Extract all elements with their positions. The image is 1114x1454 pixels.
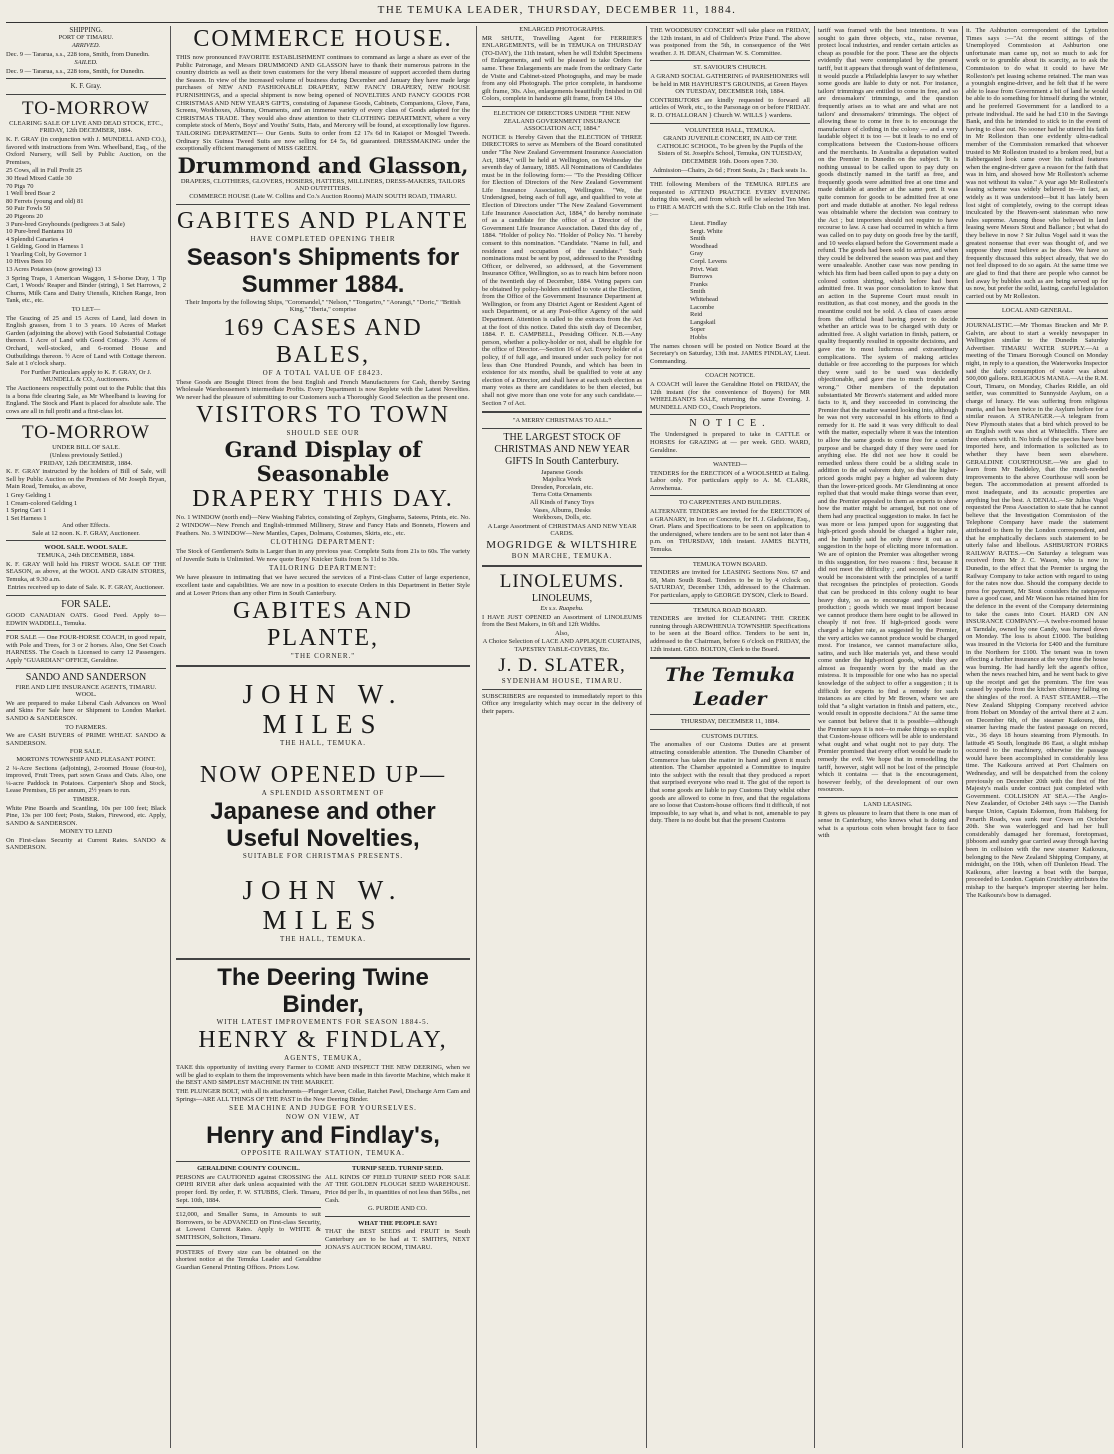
sale-intro: K. F. GRAY (in conjunction with J. MUNDELL AND CO.), favored with instructions from Wm. Wheelband, Esq., of the Oxford Nursery, will Sell by Public Auction, on the Premises, xyxy=(6,135,166,166)
henry-findlays-heading: Henry and Findlay's, xyxy=(206,1122,440,1150)
gift-item: Vases, Albums, Desks xyxy=(533,506,591,514)
wool-sale-text: K. F. GRAY Will hold his FIRST WOOL SALE OF THE SEASON, as above, at the WOOL AND GRAIN STORES, Temuka, at 9.30 a.m. xyxy=(6,560,166,583)
rifle-member: Smith xyxy=(690,235,706,243)
road-board-heading: TEMUKA ROAD BOARD. xyxy=(693,606,767,614)
sale-time: Sale at 12 noon. K. F. GRAY, Auctioneer. xyxy=(32,529,140,537)
volunteer-hall-heading: VOLUNTEER HALL, TEMUKA. xyxy=(684,126,776,134)
assortment-sub: A SPLENDID ASSORTMENT OF xyxy=(261,789,385,798)
column-6 xyxy=(966,26,1108,1448)
bottom-ads xyxy=(176,1165,470,1272)
rifle-note: The names chosen will be posted on Notice Board at the Secretary's on Saturday, 13th inst. JAMES FINDLAY, Lieut. Commanding. xyxy=(650,342,810,365)
rifle-member: Sergt. White xyxy=(690,227,723,235)
enlarged-photos-heading: ENLARGED PHOTOGRAPHS. xyxy=(519,26,605,33)
rifle-member: Langskail xyxy=(690,318,716,326)
enlarged-photos-text: MR SHUTE, Travelling Agent for FERRIER'S ENLARGEMENTS, will be in TEMUKA on THURSDAY (TO-DAY), the 11th instant, when he will Exhibit Specimens of Enlargements, and will be pleased to take Orders for same. These Enlargements are made from the ordinary Carte de Visite and Cabinet-sized Photographs, and may be made from any old Photograph. The price complete, in handsome gilt frame, 30s. Also, enlargements beautifully finished in Oil Colors, complete in handsome gilt frame, from £4 10s. xyxy=(482,34,642,103)
cases-value: OF A TOTAL VALUE OF £8423. xyxy=(262,368,384,377)
purdie-signoff: G. PURDIE AND CO. xyxy=(367,1205,428,1213)
linoleums-text: I HAVE JUST OPENED an Assortment of LINOLEUMS from the Best Makers, in 6ft and 12ft Widths. xyxy=(482,613,642,629)
sale-date: FRIDAY, 12th DECEMBER, 1884. xyxy=(39,127,133,135)
column-rule xyxy=(646,26,647,1448)
now-on-view: NOW ON VIEW, AT xyxy=(285,1113,361,1122)
drummond-glasson-sub: DRAPERS, CLOTHIERS, GLOVERS, HOSIERS, HATTERS, MILLINERS, DRESS-MAKERS, TAILORS AND OUTFITTERS. xyxy=(180,177,466,193)
money-advance-text: £12,000, and Smaller Sums, in Amounts to suit Borrowers, to be ADVANCED on First-class Security, at Lowest Current Rates. Apply to WHITE & SMITHSON, Solicitors, Timaru. xyxy=(176,1211,321,1241)
stock-list xyxy=(6,167,166,273)
customs-heading: CUSTOMS DUTIES. xyxy=(701,732,759,740)
gift-item: Terra Cotta Ornaments xyxy=(532,491,592,499)
rifle-member: Soper xyxy=(690,326,706,334)
linoleums-heading: LINOLEUMS. xyxy=(499,571,625,593)
builders-heading: TO CARPENTERS AND BUILDERS. xyxy=(678,499,782,507)
rifle-member: Burrows xyxy=(690,273,713,281)
rifle-member: Hobbs xyxy=(690,333,707,341)
opposite-station: OPPOSITE RAILWAY STATION, TEMUKA. xyxy=(241,1149,405,1158)
sando-sub: FIRE AND LIFE INSURANCE AGENTS, TIMARU. xyxy=(15,683,157,691)
land-leasing-heading: LAND LEASING. xyxy=(863,800,913,808)
grazing-notice-text: The Undersigned is prepared to take in CATTLE or HORSES for GRAZING at — per week. GEO. WARD, Geraldine. xyxy=(650,431,810,454)
subscribers-notice: SUBSCRIBERS are requested to immediately report to this Office any irregularity which may occur in the delivery of their papers. xyxy=(482,692,642,715)
turnip-heading: TURNIP SEED. TURNIP SEED. xyxy=(351,1165,444,1173)
ex-ruapehu: Ex s.s. Ruapehu. xyxy=(540,605,584,613)
column-rule xyxy=(170,26,171,1448)
unless-settled-note: (Unless previously Settled.) xyxy=(49,451,123,459)
arrived-label: ARRIVED. xyxy=(71,42,101,49)
rifle-member: Gray xyxy=(690,250,703,258)
bottom-ads-left xyxy=(176,1165,321,1272)
slater-heading: J. D. SLATER, xyxy=(498,654,626,676)
local-general-text: JOURNALISTIC.—Mr Thomas Bracken and Mr P. Galvin, are about to start a weekly newspaper in Wellington similar to the Dunedin Saturday Advertiser. TIMARU WATER SUPPLY.—At a meeting of the Timaru Borough Council on Monday night, in reply to a question, the Waterworks Inspector said the daily consumption of water was about 500,000 gallons. RELIGIOUS MANIA.—At the R.M. Court, Timaru, on Monday, Charles Riddle, an old settler, was committed to Sunnyside Asylum, on a charge of lunacy. He was suffering from religious mania, and has been twice in the Asylum before for a similar reason. A STRANGER.—A telegram from New Plymouth states that a bird which proved to be an English swift was shot at Whitecliffs. There are three others with it. No birds of the species have been imported here, and information is solicited as to whether they have been seen elsewhere. GERALDINE COURTHOUSE.—We are glad to learn from Mr Baddeley, that the much-needed improvements to the above Courthouse will soon be begun. The accommodation at present afforded is most inadequate, and its acoustic properties are anything but the best. A DENIAL.—Sir Julius Vogel requested the Press Association to state that he cannot believe that the Investigation Commission of the Telephone Company have made the statement attributed to them by the London correspondent, and that he emphatically declares such statement to be utterly false and libellous. ASHBURTON FORKS RAILWAY RATES.—On Saturday a telegram was received from Mr J. C. Wason, who is now in Dunedin, to the effect that the Premier is urging the Railway Company to take action with regard to using for the rates now due. Should the company decide to press for payment, Mr Stout considers the ratepayers have a good case, and Mr Wason has retained him for the defence in the event of the Company determining to take the cases into Court. HARD ON AN INSURANCE COMPANY.—A twelve-roomed house at Tarndale, owned by one Candy, was burned down on Monday. The loss is about £1000. The building was insured in the Victoria for £400 and the furniture in the Northern for £100. The tenant was in town effecting a further insurance at the very time the house was burning. He had hardly left the agent's office, when the news reached him, and he went back to give up the receipt and get the premium. The fire was caused by sparks from the kitchen chimney falling on the shingles of the roof. A FAST STEAMER.—The New Zealand Shipping Company received advice from Hobart on Monday of the arrival there at 2 a.m. on December 6th, of the steamer Kaikoura, this steamer having made the fastest passage on record, viz., 36 days 18 hours steaming from Plymouth. In latitude 45 South, longitude 86 East, a slight mishap occurred to the machinery, otherwise the passage would have been accomplished in considerably less time. The Kaikoura arrived at Port Chalmers on Wednesday, and will be despatched from the colony previously on December 20th with the first of Her Majesty's mails under contract just completed with Government. COLLISION AT SEA.—The Anglo-New Zealander, of October 24th says :—The Danish barque Union, Captain Eskemon, from Halsberg for Penarth Roads, was sunk near Cowes on October 20th. She was waterlogged and had her hull considerably damaged her foremast, foretopmast, jibboom and sundry gear carried away through having been in collision with the new steamer Kaikoura, belonging to the New Zealand Shipping Company, at midnight, on the 19th, when off Dunleton Head. The Kaikoura, after leaving a boat with the barque, proceeded to London. Captain Crutchley attributes the mishap to the barque's improper steering her helm. The Kaikoura's bow is damaged. xyxy=(966,321,1108,899)
leader-date: THURSDAY, DECEMBER 11, 1884. xyxy=(680,718,780,726)
for-sale-heading: FOR SALE. xyxy=(61,599,111,611)
the-hall: THE HALL, TEMUKA. xyxy=(279,739,367,748)
wool-sale-date: TEMUKA, 24th DECEMBER, 1884. xyxy=(37,552,135,560)
auctioneer-note: The Auctioneers respectfully point out to the Public that this is a bona fide clearing Sale, as Mr Wheelband is leaving for England. The Stock and Plant is placed for absolute sale. The cows are all in full profit and a first-class lot. xyxy=(6,384,166,415)
land-leasing-text: It gives us pleasure to learn that there is one man of sense in Canterbury, who knows what is doing and what is a spurious coin when brought face to face with xyxy=(818,809,958,840)
money-heading: MONEY TO LEND xyxy=(59,828,113,836)
the-corner: "THE CORNER." xyxy=(290,652,356,661)
stock-item: 1 Yearling Colt, by Governor 1 xyxy=(6,250,87,258)
rifle-member: Corpl. Levens xyxy=(690,258,727,266)
column-5 xyxy=(818,26,958,1448)
sailed-label: SAILED. xyxy=(74,59,98,67)
column-rule xyxy=(476,26,477,1448)
gabites-plante-heading: GABITES AND PLANTE xyxy=(177,207,469,234)
arrival-line: Dec. 9 — Tararua, s.s., 228 tons, Smith, from Dunedin. xyxy=(6,50,150,58)
election-heading: ELECTION OF DIRECTORS UNDER "THE NEW ZEALAND GOVERNMENT INSURANCE ASSOCIATION ACT, 1884." xyxy=(493,109,631,133)
clothing-heading: CLOTHING DEPARTMENT: xyxy=(270,538,376,547)
bon-marche: BON MARCHE, TEMUKA. xyxy=(511,552,613,561)
column-2 xyxy=(176,26,470,1448)
rifle-member: Privt. Watt xyxy=(690,265,718,273)
sale-item: 1 Spring Cart 1 xyxy=(6,507,46,515)
rifle-members xyxy=(650,220,810,342)
coach-for-sale: FOR SALE — One FOUR-HORSE COACH, in good repair, with Pole and Trees, for 3 or 2 horses. Also, One Set Coach HARNESS. The Coach is Licensed to carry 12 Passengers. Apply "GUARDIAN" OFFICE, Geraldine. xyxy=(6,634,166,664)
for-sale-heading-2: FOR SALE. xyxy=(69,748,103,756)
john-miles-heading-2: JOHN W. MILES xyxy=(242,875,404,936)
drummond-glasson-heading: Drummond and Glasson, xyxy=(177,152,469,178)
visitors-sub: SHOULD SEE OUR xyxy=(286,429,360,438)
stock-item: 3 Pure-bred Greyhounds (pedigrees 3 at Sale) xyxy=(6,220,125,228)
rifle-member: Lacombe xyxy=(690,303,715,311)
turnip-text: ALL KINDS OF FIELD TURNIP SEED FOR SALE AT THE GOLDEN FLOUGH SEED WAREHOUSE. Price 8d per lb., in quantities of not less than 56lbs., net Cash. xyxy=(325,1173,470,1204)
wool-advances: We are prepared to make Liberal Cash Advances on Wool and Skins For Sale here or Shipment to London Market. SANDO & SANDERSON. xyxy=(6,699,166,722)
cases-text: These Goods are Bought Direct from the best English and French Manufacturers for Cash, thereby Saving Wholesale Warehousemen's intermediate Profits. Every Department is now Replete with the Latest Novelties. We never had the pleasure of submitting to our Customers such a Thoroughly Good Selection as the present one. xyxy=(176,378,470,401)
land-leasing-continued: it. The Ashburton correspondent of the Lyttelton Times says :—"At the recent sittings of the Unemployed Commission at Ashburton one unfortunate man came up, not so much to ask for work or to grumble about its scarcity, as to ask the Commission to do what it could to have Mr Rolleston's pet leasing scheme retained. The man was a youngish engine-driver, and he felt that if he were able to lease from Government a bit of land he would be able to do something for himself during the winter, and he preferred Government for a landlord to a private individual. He said he had £10 in the Savings Bank, and this he intended to stick to in the event of having to clear out. No sooner had he uttered his faith in Mr Rolleston than one evidently ultra-radical member of the Commission remarked that whoever trusted to Mr Rolleston trusted to a broken reed, but a Babbergasted look came over his radical features when the engine-driver gave a reason for the faith that was in him, and showed how Mr Rolleston's scheme was not without its value." A year ago Mr Rolleston's leasing scheme was widely believed in—in fact, as widely as it was understood—but it has lately been lost sight of completely, owing to the corrupt ideas inculcated by the Heaven-sent statesman who now rules supreme. Among those who believed in land leasing were Messrs Stout and Ballance ; but what do they believe in now ? Sir Julius Vogel said it was the greatest nonsense that ever was thought of, and we suppose they must believe as he does. We have so frequently discussed this subject already, that we do not feel disposed to do so again. At the same time we are glad to find that there are people who cannot be led away by bubbles such as are being served up for us now, but prefer the solid, lasting, careful legislation carried out by Mr Rolleston. xyxy=(966,27,1108,300)
local-general-heading: LOCAL AND GENERAL. xyxy=(1001,307,1073,315)
column-4 xyxy=(650,26,810,1448)
column-rule xyxy=(814,26,815,1448)
wool-entries: Entries received up to date of Sale. K. F. GRAY, Auctioneer. xyxy=(7,584,165,592)
admission-text: Admission—Chairs, 2s 6d ; Front Seats, 2s ; Back seats 1s. xyxy=(652,166,807,174)
column-rule xyxy=(962,26,963,1448)
sale-item: 1 Cream-colored Gelding 1 xyxy=(6,499,78,507)
visitors-heading: VISITORS TO TOWN xyxy=(196,402,450,429)
notice-heading: NOTICE. xyxy=(689,418,771,430)
stock-item: 20 Pigeons 20 xyxy=(6,212,43,220)
stock-item: 70 Pigs 70 xyxy=(6,182,34,190)
posters-text: POSTERS of Every size can be obtained on the shortest notice at the Temuka Leader and Geraldine Guardian General Printing Offices. Prices Low. xyxy=(176,1248,321,1271)
juvenile-concert-text: GRAND JUVENILE CONCERT, IN AID OF THE CATHOLIC SCHOOL, To be given by the Pupils of the Sisters of St. Joseph's School, Temuka, ON TUESDAY, DECEMBER 16th. Doors open 7.30. xyxy=(657,135,803,165)
to-let-heading: TO LET— xyxy=(71,306,101,314)
mogridge-heading: MOGRIDGE & WILTSHIRE xyxy=(486,539,638,552)
gift-item: Dresden, Porcelain, etc. xyxy=(531,483,593,491)
timber-text: White Pine Boards and Scantling, 10s per 100 feet; Black Pine, 13s per 100 feet; Posts, Stakes, Firewood, etc. Apply, SANDO & SANDERSON. xyxy=(6,804,166,827)
henry-findlay-heading: HENRY & FINDLAY, xyxy=(198,1027,448,1054)
to-morrow-heading: TO-MORROW xyxy=(22,97,150,119)
people-say-text: THAT the BEST SEEDS and FRUIT in South Canterbury are to be had at T. SMITH'S, NEXT JONAS'S AUCTION ROOM, TIMARU. xyxy=(325,1228,470,1251)
sale-item: 1 Set Harness 1 xyxy=(6,514,47,522)
grand-display-heading: Grand Display of Seasonable xyxy=(224,437,422,487)
saviours-heading: ST. SAVIOUR'S CHURCH. xyxy=(693,64,767,72)
woodbury-concert: THE WOODBURY CONCERT will take place on FRIDAY, the 12th instant, in aid of Children's Prize Fund. The above was postponed from the 5th, in consequence of the Wet weather. J. H. DEAN, Chairman W. S. Committee. xyxy=(650,27,810,57)
season-shipments-heading: Season's Shipments for Summer 1884. xyxy=(186,243,460,298)
to-morrow-heading-2: TO-MORROW xyxy=(22,422,150,444)
stock-item: 50 Pair Fowls 50 xyxy=(6,205,51,213)
windows-text: No. 1 WINDOW (north end)—New Washing Fabrics, consisting of Zephyrs, Gingbams, Sateens, Prints, etc. No. 2 WINDOW—New French and English-trimmed Millinery, Straw and Fancy Hats and Bonnets, Flowers and Feathers. No. 3 WINDOW—New Mantles, Capes, Dolmans, Costumes, Skirts, etc., etc. xyxy=(176,514,470,537)
rifle-member: Smith xyxy=(690,288,706,296)
sando-heading: SANDO AND SANDERSON xyxy=(25,671,147,683)
people-say-heading: WHAT THE PEOPLE SAY! xyxy=(357,1219,438,1227)
stock-item: 10 Hives Bees 10 xyxy=(6,258,52,266)
contributors-text: CONTRIBUTORS are kindly requested to forward all articles of Work, etc., to the Parsonage on or before FRIDAY. R. D. O'HALLORAN } Church W. WILLS } wardens. xyxy=(650,96,810,119)
clearing-sale-sub: CLEARING SALE OF LIVE AND DEAD STOCK, ETC., xyxy=(9,119,163,127)
top-rule xyxy=(6,22,1108,23)
stock-item: 30 Head Mixed Cattle 30 xyxy=(6,174,72,182)
shipping-heading: SHIPPING. xyxy=(69,26,103,34)
plunger-text: THE PLUNGER BOLT, with all its attachments—Plunger Lever, Collar, Ratchet Pawl, Discharge Arm Cam and Springs—ARE ALL THINGS OF THE PAST in the New Deering Binder. xyxy=(176,1088,470,1103)
geraldine-council-heading: GERALDINE COUNTY COUNCIL. xyxy=(197,1165,300,1173)
farmers-heading: TO FARMERS. xyxy=(65,723,107,731)
to-let-text: The Grazing of 25 and 15 Acres of Land, laid down in English grasses, from 1 to 3 years. 10 Acres of Market Garden (adjoining the above) with Good Substantial Cottage thereon. 1 Acre of Land with Good Cottage. 3½ Acres of Orchard, well-stocked, and 6-roomed House and Outbuildings thereon. ½ Acre of Land with Cottage thereon. Sale at 1 o'clock sharp. xyxy=(6,314,166,368)
kf-gray-heading: K. F. Gray. xyxy=(70,82,102,91)
gift-list xyxy=(482,469,642,522)
now-opened-heading: NOW OPENED UP— xyxy=(199,762,447,789)
rifles-text: THE following Members of the TEMUKA RIFLES are requested to ATTEND PRACTICE EVERY EVENING during this week, and from which will be selected Ten Men to FIRE A MATCH with the S.C. Rifle Club on the 16th inst. :— xyxy=(650,181,810,219)
timber-heading: TIMBER. xyxy=(72,795,100,803)
money-text: On First-class Security at Current Rates. SANDO & SANDERSON. xyxy=(6,836,166,852)
stock-item: 80 Ferrets (young and old) 81 xyxy=(6,197,84,205)
town-board-heading: TEMUKA TOWN BOARD. xyxy=(692,560,768,568)
judge-yourselves: SEE MACHINE AND JUDGE FOR YOURSELVES. xyxy=(229,1104,417,1113)
deering-sub: WITH LATEST IMPROVEMENTS FOR SEASON 1884-5. xyxy=(216,1018,430,1027)
rifle-member: Woodhead xyxy=(690,242,718,250)
geraldine-council-text: PERSONS are CAUTIONED against CROSSING the OPIHI RIVER after dark unless acquainted with the proper ford. By order, F. W. STUBBS, Clerk. Timaru, Sept. 10th, 1884. xyxy=(176,1173,321,1204)
social-gathering-text: A GRAND SOCIAL GATHERING of PARISHIONERS will be held in MR HAYHURST'S GROUNDS, at Green Hayes ON TUESDAY, DECEMBER 16th, 1884. xyxy=(650,72,810,96)
port-heading: PORT OF TIMARU. xyxy=(58,34,114,42)
woolshed-text: TENDERS for the ERECTION of a WOOLSHED at Ealing. Labor only. For particulars apply to A. M. CLARK, Arowhenua. xyxy=(650,469,810,492)
largest-stock-heading: THE LARGEST STOCK OF CHRISTMAS AND NEW YEAR GIFTS In South Canterbury. xyxy=(494,431,630,467)
stock-item: 13 Acres Potatoes (now growing) 13 xyxy=(6,266,102,274)
implements-text: 3 Spring Traps, 1 American Waggon, 1 S-horse Dray, 1 Tip Cart, 1 Woods' Reaper and Binder (string), 1 Set Harrows, 2 Churns, Milk Cans and Dairy Utensils, Kitchen Range, Iron Tank, etc., etc. xyxy=(6,274,166,305)
tailoring-text: We have pleasure in intimating that we have secured the services of a First-class Cutter of large experience, excellent taste and capabilities. We are now in a position to execute Orders in this Department in Better Style and at Lower Prices than any other Firm in South Canterbury. xyxy=(176,574,470,597)
coach-notice-heading: COACH NOTICE. xyxy=(705,372,755,380)
commerce-house-text: THIS now pronounced FAVORITE ESTABLISHMENT continues to command as large a share as ever of the Public Patronage, and Messrs DRUMMOND AND GLASSON have to thank their numerous patrons in the country districts as well as their town customers for the very liberal measure of support accorded them during the Season. In view of the increased volume of business during December and January they have made large purchases of NEW AND FASHIONABLE DRAPERY, NEW FANCY DRAPERY, NEW HOUSE FURNISHINGS, and a special shipment is now being opened of NOVELTIES AND FANCY GOODS FOR CHRISTMAS AND NEW YEAR'S GIFTS, consisting of Japanese Goods, Cabinets, Companions, Glove, Fans, Screens, Workboxes, Albums, Ornaments, and an immense variety of every class of Goods adapted for the CHRISTMAS TRADE. They would also draw attention to their CLOTHING DEPARTMENT, where a very complete stock of Men's, Boys' and Youths' Suits, Hats, and Mercery will be found, at exceptionally low figures. TAILORING DEPARTMENT— Our Gents. Suits to order from £2 17s 6d in Kaiapoi or Mosgiel Tweeds. Ordinary Six Guinea Tweed Suits are now selling for £4 5s, 6d guaranteed. DRESSMAKING under the exceptionally efficient management of MISS GREEN. xyxy=(176,54,470,153)
sydenham-house: SYDENHAM HOUSE, TIMARU. xyxy=(501,676,623,685)
wool-heading: WOOL. xyxy=(75,691,97,699)
stock-item: 25 Cows, all in Full Profit 25 xyxy=(6,167,83,175)
customs-text: The anomalies of our Customs Duties are at present attracting considerable attention. The Dunedin Chamber of Commerce has taken the matter in hand and given it much attention. The Chamber appointed a Committee to inquire into the subject with the result that they produced a report that surprised everyone who read it. The gist of the report is that some goods are liable to pay Customs Duty whilst other goods are allowed to come in free, and that the regulations are so loose that Custom-house officers find it difficult, if not impossible, to say what is, and what is not, amenable to pay duty. There is no doubt but that the present Customs xyxy=(650,741,810,825)
lace-text: A Choice Selection of LACE AND APPLIQUE CURTAINS, TAPESTRY TABLE-COVERS, Etc. xyxy=(482,638,642,653)
deering-binder-heading: The Deering Twine Binder, xyxy=(217,964,429,1019)
gabites-plante-signoff: GABITES AND PLANTE, xyxy=(232,598,413,652)
stock-item: 1 Gelding, Good in Harness 1 xyxy=(6,243,84,251)
sailing-line: Dec. 9 — Tararua, s.s., 228 tons, Smith, for Dunedin. xyxy=(6,67,145,75)
drapery-heading: DRAPERY THIS DAY. xyxy=(192,486,454,513)
gift-item: Japanese Goods xyxy=(541,468,583,476)
temuka-leader-nameplate: The Temuka Leader xyxy=(664,664,796,711)
clothing-text: The Stock of Gentlemen's Suits is Larger than in any previous year. Complete Suits from 21s to 60s. The variety of Juvenile Suits is Unlimited. We now quote Boys' Knicker Suits from 5s 11d to 30s. xyxy=(176,548,470,563)
election-notice-text: NOTICE is Hereby Given that the ELECTION of THREE DIRECTORS to serve as Members of the Board constituted under "The New Zealand Government Insurance Association Act, 1884," will be held at Wellington, on Wednesday the seventh day of January, 1885. All Nominations of Candidates must be in the following form:— "To the Presiding Officer for Election of Directors of the New Zealand Government Life Insurance Association, Wellington. "We, the Undersigned, being each of full age, and qualified to vote at Election of Directors under "The New Zealand Government Life Insurance Association Act, 1884," do hereby nominate of as a candidate for the office of a Director of the Government Life Insurance Association. Dated this day of , 1884. "Holder of policy No. "Holder of Policy No. "I hereby consent to this nomination. "Candidate. "Name in full, and residence and occupation of the candidate." Such nominations must be sent by post, addressed to the Presiding Officer, or delivered, so addressed, at the Government Insurance Office, Wellington, so as to reach him before noon of the twentieth day of December, 1884. Voting papers can be obtained by policy-holders entitled to vote at the Election, from the Office of the Government Insurance Department at Wellington, or from any District Agent or Resident Agent of such Department, or at any Post-office Agency of the said Department. Attention is called to the extracts from the Act at the foot of this notice. Dated this sixth day of December, 1884. F. E. CAMPBELL, Presiding Officer. N.B.—Any person, whether a policy-holder or not, shall be eligible for the office of Director.—Section 16 of Act. Every holder of a policy, if of full age, and insured under such policy for not less than One Hundred Pounds, and which has been in existence for six months, shall be qualified to vote at any election of a Director, and shall have at each such election as many votes as there are candidates to be then elected, but shall not give more than one vote for any such candidate.—Section 7 of Act. xyxy=(482,133,642,407)
cases-bales-heading: 169 CASES AND BALES, xyxy=(223,314,423,368)
tailoring-heading: TAILORING DEPARTMENT: xyxy=(269,564,377,573)
sale-item: 1 Grey Gelding 1 xyxy=(6,491,52,499)
gabites-plante-sub: HAVE COMPLETED OPENING THEIR xyxy=(250,234,396,243)
bill-sale-items xyxy=(6,492,166,522)
merry-christmas: "A MERRY CHRISTMAS TO ALL." xyxy=(512,417,612,425)
bottom-ads-right xyxy=(325,1165,470,1272)
wool-sale-heading: WOOL SALE. WOOL SALE. xyxy=(44,544,128,552)
commerce-house-heading: COMMERCE HOUSE. xyxy=(193,26,453,52)
linoleums-sub: LINOLEUMS, xyxy=(531,593,593,605)
suitable-christmas: SUITABLE FOR CHRISTMAS PRESENTS. xyxy=(242,852,404,861)
also-label: Also, xyxy=(555,629,569,637)
wanted-heading: WANTED— xyxy=(713,461,747,469)
running-head xyxy=(0,4,1114,20)
column-3 xyxy=(482,26,642,1448)
stock-item: 1 Well bred Boar 2 xyxy=(6,190,56,198)
stock-item: 10 Pure-bred Bantams 10 xyxy=(6,228,73,236)
bill-of-sale-sub: UNDER BILL OF SALE. xyxy=(52,444,120,452)
gift-item: All Kinds of Fancy Toys xyxy=(529,499,595,507)
henry-findlay-text: TAKE this opportunity of inviting every Farmer to COME AND INSPECT THE NEW DEERING, when we will be glad to explain to them the improvements which have been made in this favorite Machine, which make it the BEST AND SIMPLEST MACHINE IN THE MARKET. xyxy=(176,1064,470,1087)
customs-editorial: tariff was framed with the best intentions. It was sought to gain three objects, viz., raise revenue, protect local industries, and render certain articles as cheap as possible for the poor. These are the objects evidently that were contemplated by the present tariff, but it appears that through want of definiteness, it would puzzle a Philadelphia lawyer to say whether some goods are liable to duty or not. For instance, tailors' trimmings are entitled to come in free, and so are dressmakers' trimmings, and the question frequently arises as to what are and what are not tailors' and dressmakers' trimmings. The object of allowing these to come in free is to encourage the manufacture of clothing in the colony — and a very laudable object it is too — but it leads to no end of complications between the Custom-house officers and the merchants. In Australia a deputation waited on the Premier in Dunedin on the subject. "It is nothing unusual to be called upon to pay duty on goods distinctly named in the tariff as free, and frequently goods were admitted free at one time and made dutiable at another at the same port. It was quite common for goods to be admitted free at one port and made dutiable at another. No legal redress was obtainable where the decision was contrary to the Act ; but importers should not require to have recourse to law. A case had occurred in which a firm was called on to pay duty on goods free by the tariff, and 10 weeks elapsed before the Government made a refund. The goods had been sold to arrive, and when they could be delivered the season was past and they were unsaleable. Another case was now pending in which his firm had been called upon to pay a duty on colored cotton shirting, which before had been admitted free. It was poor consolation to know that an action in the Supreme Court must result in restitution, as that cost money, and the goods in the meantime could not be sold. A class of cases arose from the official head having power to decide whether an article was to be charged with duty or admitted free. A slight variation in finish, pattern, or quality frequently resulted in opposite decisions, and gave rise to most ludicrous and extraordinary complications. The system of making articles dutiable or free according to the purposes for which they were said to be used was decidedly objectionable, and gave rise to much trouble and wrong." Other members of the deputation substantiated Mr Brown's statement and added more facts to it, and they succeeded in convincing the Premier that the matter wanted looking into, although he was not very successful in his efforts to find a remedy for it. He said it was very difficult to deal with the matter, especially where it was the intention to allow the same goods to come free for a certain purpose and be charged duty if they were used for anything else. He did not see how it could be remedied unless there could be a sliding scale in addition to the ad valorem duty, so that the higher-priced goods might pay a higher ad valorem duty than the lower-priced goods. Mr Glendinning at once replied that that would make things worse than ever, and the Premier appealed to them as experts to show how the matter might be arranged, but not one of them had any practical suggestion to make. In fact he was more or less jumped upon for suggesting that high-priced goods should be charged a higher rate, and he humbly said he only threw it out as a suggestion in the hope of eliciting more information. We are of opinion the Premier was altogether wrong in this suggestion, for two reasons : first, because it did not meet the difficulty ; and second, because it would be inconsistent with the principles of a tariff that recognises the principles of protection. Goods that can be produced in this colony ought to bear heavy duty, so as to encourage and foster local production ; goods which we must import because we cannot produce them here ought to be allowed in cheaply if not free. If high-priced goods were charged a higher rate, as suggested by the Premier, the very articles we cannot produce would be charged most. For instance, we cannot manufacture silks, satins, and such like materials yet, and these would come under the high-priced goods, while they are almost as frequently worn by the maid as the mistress. It is impossible for one who has no special knowledge of the subject to offer a suggestion ; it is difficult for experts to find a remedy for such instances as are cited by Mr Brown, where we are told that "a slight variation in finish and pattern, etc., would result in opposite decisions." At the same time we cannot but believe that it is possible—although the Premier says it is not—to make things so explicit that Custom-house officers will be able to understand what ought and what ought not to pay duty. The Premier promised that every effort would be made to remedy the evil. We hope that in remodelling the tariff, however, sight will not be lost of the principle which it contains — that is the encouragement, however feebly, of the development of our own resources. xyxy=(818,27,958,794)
town-board-text: TENDERS are invited for LEASING Sections Nos. 67 and 68, Main South Road. Tenders to be in by 4 o'clock on SATURDAY, December 13th, addressed to the Chairman. For particulars, apply to GEORGE DYSON, Clerk to Board. xyxy=(650,569,810,599)
the-hall-2: THE HALL, TEMUKA. xyxy=(279,935,367,944)
granary-text: ALTERNATE TENDERS are invited for the ERECTION of a GRANARY, in Iron or Concrete, for H. J. Gladstone, Esq., Orari. Plans and Specifications to be seen on application to the undersigned, where tenders are to be sent not later than 4 p.m. on THURSDAY, 18th instant. JAMES BLYTH, Temuka. xyxy=(650,508,810,554)
oats-text: GOOD CANADIAN OATS. Good Feed. Apply to— EDWIN WADDELL, Temuka. xyxy=(6,612,166,627)
road-board-text: TENDERS are invited for CLEANING THE CREEK running through AROWHENUA TOWNSHIP. Specifications to be seen at the Board office. Tenders to be sent in, addressed to the Chairman, before 6 o'clock on FRIDAY, the 12th instant. GEO. BOLTON, Clerk to the Board. xyxy=(650,615,810,653)
gift-item: Workboxes, Dolls, etc. xyxy=(532,514,592,522)
henry-findlay-sub: AGENTS, TEMUKA, xyxy=(284,1054,362,1063)
cards-text: A Large Assortment of CHRISTMAS AND NEW YEAR CARDS. xyxy=(487,522,637,538)
rifle-member: Franks xyxy=(690,280,708,288)
japanese-novelties-heading: Japanese and other Useful Novelties, xyxy=(210,798,436,853)
gift-item: Majolica Work xyxy=(542,476,582,484)
running-head-text: THE TEMUKA LEADER, THURSDAY, DECEMBER 11, 1884. xyxy=(377,4,737,16)
rifle-member: Reid xyxy=(690,311,703,319)
other-effects: And other Effects. xyxy=(62,522,110,530)
drummond-glasson-address: COMMERCE HOUSE (Late W. Collins and Co.'s Auction Rooms) MAIN SOUTH ROAD, TIMARU. xyxy=(189,192,457,200)
farmers-text: We are CASH BUYERS of PRIME WHEAT. SANDO & SANDERSON. xyxy=(6,732,166,747)
bill-sale-text: K. F. GRAY instructed by the holders of Bill of Sale, will Sell by Public Auction on the Premises of Mr Joseph Bryan, Main Road, Temuka, as above, xyxy=(6,468,166,491)
morton-heading: MORTON'S TOWNSHIP AND PLEASANT POINT. xyxy=(16,755,156,763)
sale-date-2: FRIDAY, 12th DECEMBER, 1884. xyxy=(39,459,133,467)
further-particulars: For Further Particulars apply to K. F. GRAY, Or J. MUNDELL & CO., Auctioneers. xyxy=(20,368,152,384)
stock-item: 4 Splendid Canaries 4 xyxy=(6,235,64,243)
column-1 xyxy=(6,26,166,1448)
imports-text: Their Imports by the following Ships, "Coromandel," "Nelson," "Tongariro," "Aorangi," "Doric," "British King," "Iberia," comprise xyxy=(185,298,461,314)
coach-notice-text: A COACH will leave the Geraldine Hotel on FRIDAY, the 12th instant (for the convenience of Buyers) for MR WHEELBAND'S SALE, returning the same Evening. J. MUNDELL AND CO., Coach Proprietors. xyxy=(650,380,810,411)
morton-text: 2 ¼-Acre Sections (adjoining), 2-roomed House (four-to), improved, Fruit Trees, part sown Grass and Oats. Also, one ¼-acre Paddock in Potatoes. Carpenter's Shop and Stock, Lease Premises, £6 per annum, 2½ years to run. xyxy=(6,764,166,795)
john-miles-heading: JOHN W. MILES xyxy=(242,679,404,740)
rifle-member: Whitehead xyxy=(690,296,719,303)
rifle-member: Lieut. Findlay xyxy=(690,220,727,228)
